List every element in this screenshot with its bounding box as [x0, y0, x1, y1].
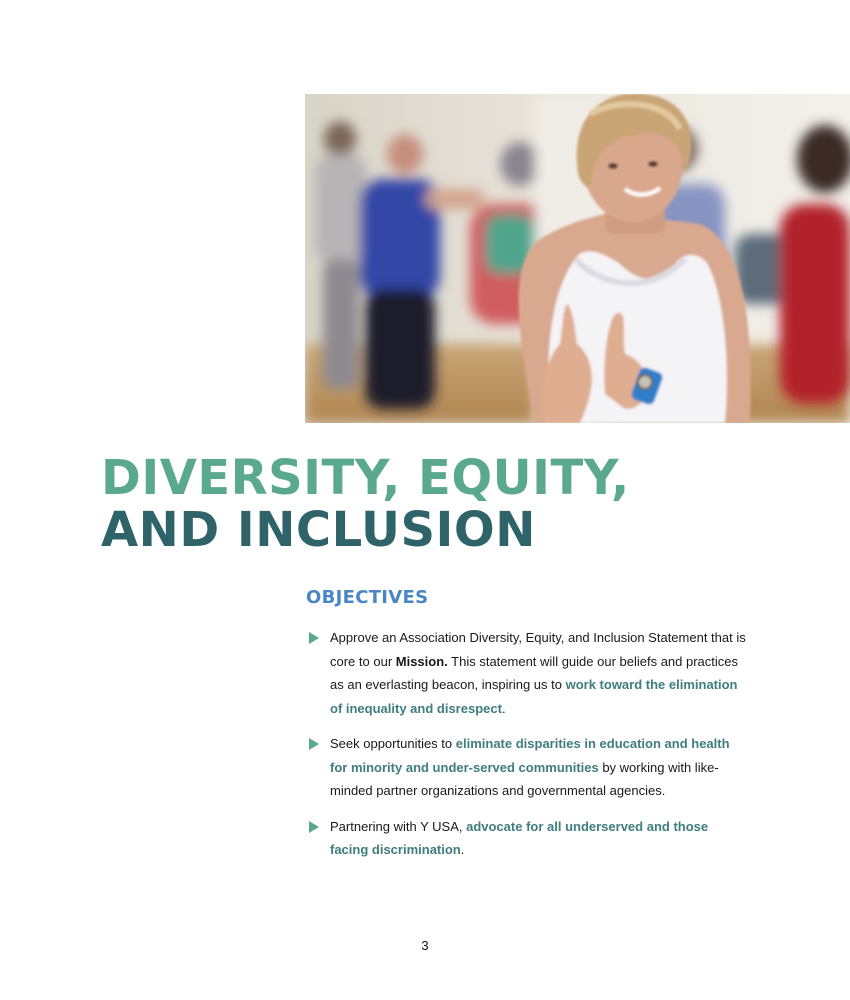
triangle-bullet-icon	[309, 821, 319, 833]
objective-text: .	[460, 842, 465, 857]
objective-text: .	[501, 700, 506, 716]
page-title	[101, 452, 630, 556]
objectives-heading: OBJECTIVES	[306, 587, 429, 608]
objective-text: This statement will guide our beliefs and practices as an everlasting beacon, inspiring us to	[330, 653, 739, 692]
objective-highlight: work toward the elimination of inequality and disrespect	[330, 677, 738, 716]
objective-text: by working with like-minded partner organizations and governmental agencies.	[330, 759, 719, 798]
objective-item	[306, 815, 746, 862]
objective-text: Seek opportunities to	[330, 736, 456, 751]
triangle-bullet-icon	[309, 632, 319, 644]
objective-emphasis: Mission.	[395, 653, 448, 669]
objective-highlight: eliminate disparities in education and health for minority and under-served communities	[330, 736, 730, 775]
title-line-2: AND INCLUSION	[101, 502, 536, 558]
triangle-bullet-icon	[309, 738, 319, 750]
objectives-list	[306, 626, 746, 874]
photo-illustration	[305, 94, 850, 423]
objective-text: Partnering with Y USA,	[330, 818, 467, 834]
objective-item	[306, 732, 746, 803]
objective-item	[306, 626, 746, 720]
page-number: 3	[421, 938, 429, 953]
title-line-1: DIVERSITY, EQUITY,	[101, 450, 630, 506]
objective-highlight: advocate for all underserved and those facing discrimination	[330, 818, 709, 857]
hero-photo	[305, 94, 850, 423]
objective-text: Approve an Association Diversity, Equity, and Inclusion Statement that is core to our	[330, 630, 746, 669]
